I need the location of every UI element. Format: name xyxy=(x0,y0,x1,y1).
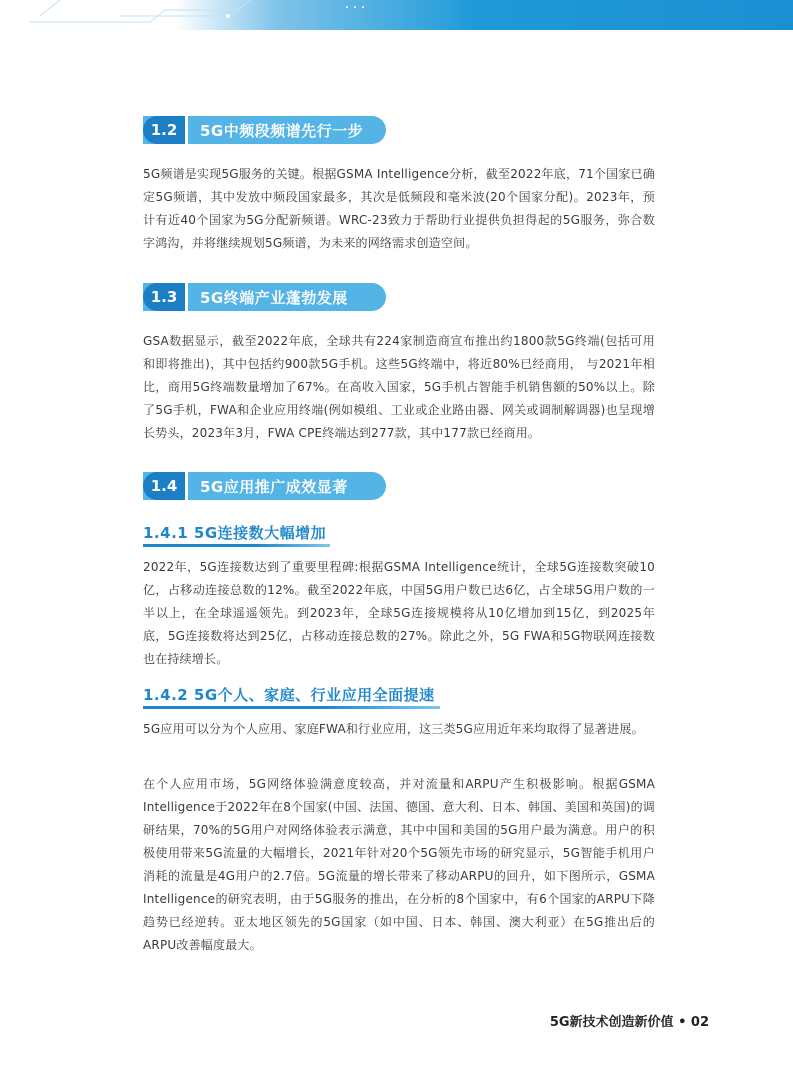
section-heading-1-3 xyxy=(143,283,386,311)
subheading-1-4-1: 1.4.1 5G连接数大幅增加 xyxy=(143,524,327,542)
section-title: 5G中频段频谱先行一步 xyxy=(200,121,364,140)
section-title: 5G终端产业蓬勃发展 xyxy=(200,288,348,307)
paragraph-applications-intro: 5G应用可以分为个人应用、家庭FWA和行业应用，这三类5G应用近年来均取得了显著进展。 xyxy=(143,722,644,736)
circuit-decoration-icon xyxy=(0,0,793,30)
section-heading-1-4 xyxy=(143,472,386,500)
paragraph-personal-market: 在个人应用市场，5G网络体验满意度较高，并对流量和ARPU产生积极影响。根据GSMA Intelligence于2022年在8个国家(中国、法国、德国、意大利、日本、韩国、美国和英国)的调研结果，70%的5G用户对网络体验表示满意，其中中国和美国的5G用户最为满意。用户的积极使用带来5G流量的大幅增长，2021年针对20个5G领先市场的研究显示，5G智能手机用户消耗的流量是4G用户的2.7倍。5G流量的增长带来了移动ARPU的回升，如下图所示，GSMA Intelligence的研究表明，由于5G服务的推出，在分析的8个国家中，有6个国家的ARPU下降趋势已经逆转。亚太地区领先的5G国家（如中国、日本、韩国、澳大利亚）在5G推出后的ARPU改善幅度最大。 xyxy=(143,777,655,952)
section-heading-1-2 xyxy=(143,116,386,144)
page-footer: 5G新技术创造新价值 • 02 xyxy=(549,1015,709,1030)
paragraph-connections: 2022年，5G连接数达到了重要里程碑:根据GSMA Intelligence统计，全球5G连接数突破10亿，占移动连接总数的12%。截至2022年底，中国5G用户数已达6亿，占全球5G用户数的一半以上，在全球遥遥领先。到2023年，全球5G连接规模将从10亿增加到15亿，到2025年底，5G连接数将达到25亿，占移动连接总数的27%。除此之外，5G FWA和5G物联网连接数也在持续增长。 xyxy=(143,560,655,666)
top-banner xyxy=(0,0,793,30)
paragraph-spectrum: 5G频谱是实现5G服务的关键。根据GSMA Intelligence分析，截至2022年底，71个国家已确定5G频谱，其中发放中频段国家最多，其次是低频段和毫米波(20个国家分配)。2023年，预计有近40个国家为5G分配新频谱。WRC-23致力于帮助行业提供负担得起的5G服务，弥合数字鸿沟，并将继续规划5G频谱，为未来的网络需求创造空间。 xyxy=(143,167,655,250)
subheading-1-4-2: 1.4.2 5G个人、家庭、行业应用全面提速 xyxy=(143,686,435,704)
section-number: 1.2 xyxy=(143,116,185,144)
section-number: 1.3 xyxy=(143,283,185,311)
section-title: 5G应用推广成效显著 xyxy=(200,477,348,496)
subheading-underline xyxy=(143,706,440,709)
subheading-underline xyxy=(143,544,330,547)
paragraph-terminals: GSA数据显示，截至2022年底，全球共有224家制造商宣布推出约1800款5G终端(包括可用和即将推出)，其中包括约900款5G手机。这些5G终端中，将近80%已经商用， 与2021年相比，商用5G终端数量增加了67%。在高收入国家，5G手机占智能手机销售额的50%以上。除了5G手机，FWA和企业应用终端(例如模组、工业或企业路由器、网关或调制解调器)也呈现增长势头，2023年3月，FWA CPE终端达到277款，其中177款已经商用。 xyxy=(143,334,655,440)
section-number: 1.4 xyxy=(143,472,185,500)
